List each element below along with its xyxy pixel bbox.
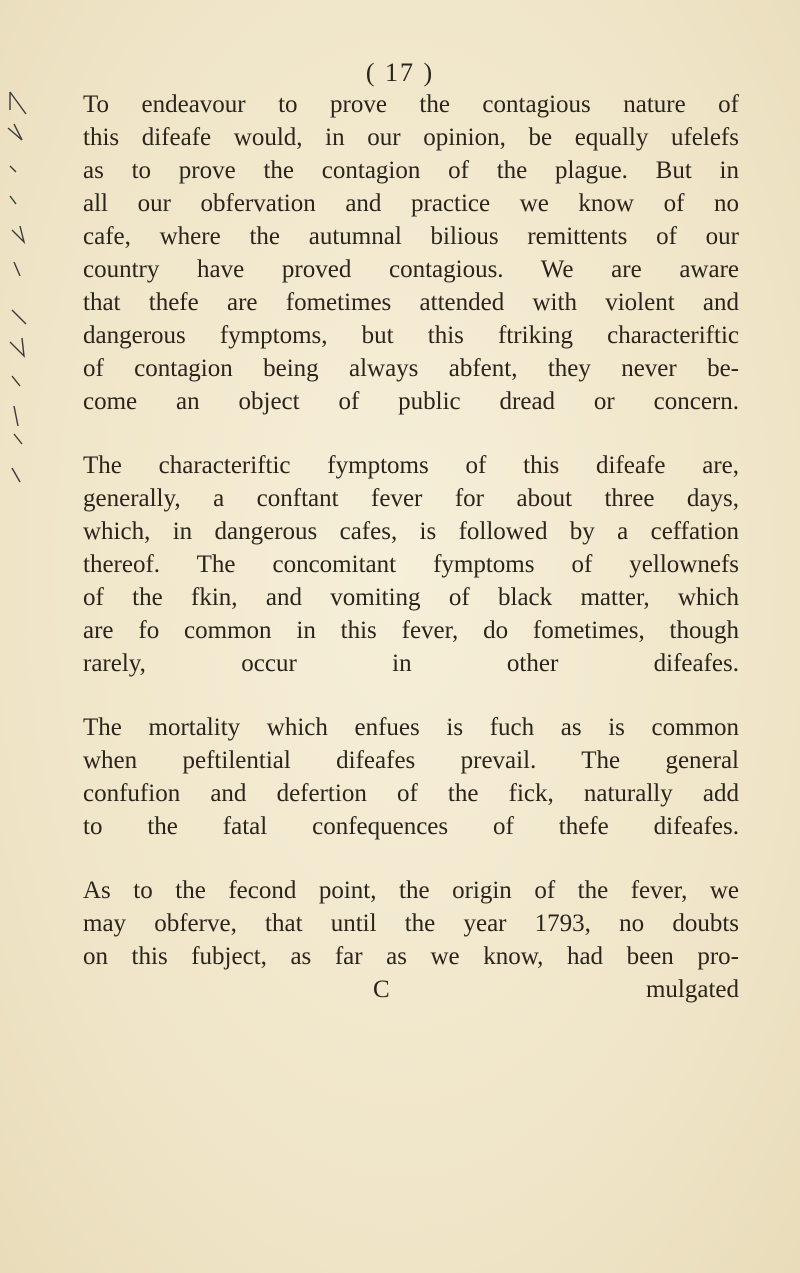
margin-pencil-marks [0, 80, 50, 500]
text-line: country have proved contagious. We are aware [83, 256, 739, 283]
text-line: which, in dangerous cafes, is followed by a ceffation [83, 518, 739, 545]
text-line: thereof. The concomitant fymptoms of yellownefs [83, 551, 739, 578]
text-line: The characteriftic fymptoms of this difeafe are, [83, 452, 739, 479]
paragraph-1 [55, 88, 739, 418]
text-line: The mortality which enfues is fuch as is common [83, 714, 739, 741]
text-line: when peftilential difeafes prevail. The general [83, 747, 739, 774]
signature-mark: C [373, 976, 390, 1003]
text-line: cafe, where the autumnal bilious remittents of our [83, 223, 739, 250]
body-text [55, 88, 739, 1006]
text-line: this difeafe would, in our opinion, be equally ufelefs [83, 124, 739, 151]
text-line: all our obfervation and practice we know of no [83, 190, 739, 217]
paragraph-4 [55, 874, 739, 973]
text-line: come an object of public dread or concern. [83, 388, 739, 415]
text-line: on this fubject, as far as we know, had been pro- [83, 943, 739, 970]
paragraph-2 [55, 449, 739, 680]
page-number: ( 17 ) [365, 58, 435, 87]
text-line: To endeavour to prove the contagious nature of [83, 91, 739, 118]
text-line: rarely, occur in other difeafes. [83, 650, 739, 677]
text-line: generally, a conftant fever for about three days, [83, 485, 739, 512]
text-line: As to the fecond point, the origin of the fever, we [83, 877, 739, 904]
catchword: mulgated [645, 976, 739, 1003]
text-line: dangerous fymptoms, but this ftriking characteriftic [83, 322, 739, 349]
text-line: that thefe are fometimes attended with violent and [83, 289, 739, 316]
paragraph-3 [55, 711, 739, 843]
text-line: of the fkin, and vomiting of black matter, which [83, 584, 739, 611]
text-line: are fo common in this fever, do fometimes, though [83, 617, 739, 644]
text-line: as to prove the contagion of the plague. But in [83, 157, 739, 184]
text-line: of contagion being always abfent, they never be- [83, 355, 739, 382]
page-footer [55, 973, 739, 1006]
text-line: confufion and defertion of the fick, naturally add [83, 780, 739, 807]
text-line: to the fatal confequences of thefe difeafes. [83, 813, 739, 840]
text-line: may obferve, that until the year 1793, no doubts [83, 910, 739, 937]
